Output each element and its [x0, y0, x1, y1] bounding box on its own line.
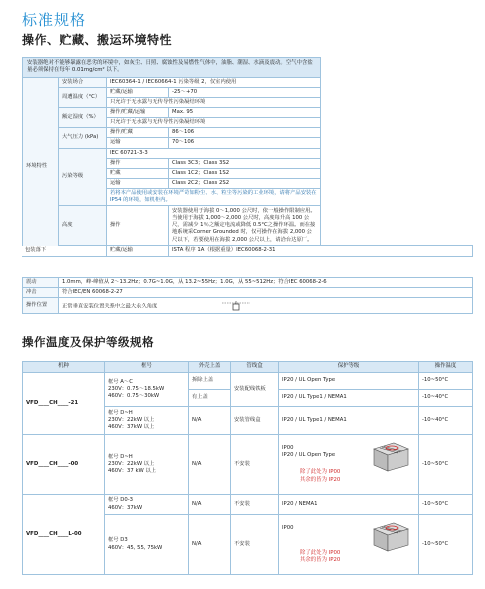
conduit-plate: 安装配线铁板 — [231, 373, 279, 407]
frame-d0-3: 框号 D0-3 460V：37kW — [105, 495, 189, 515]
conduit-none-2: 不安装 — [231, 495, 279, 515]
environment-table — [22, 57, 473, 257]
frame-d3: 框号 D3 460V：45, 55, 75kW — [105, 515, 189, 575]
shock-label: 冲击 — [23, 288, 59, 298]
humidity-sub: 操作/贮藏/运输 — [107, 108, 169, 118]
col-header-conduit: 管线盒 — [231, 362, 279, 373]
pollution-standard: IEC 60721-3-3 — [107, 148, 321, 158]
pressure-sub-2: 运输 — [107, 138, 169, 148]
temp-2: -10~40°C — [419, 390, 473, 407]
frame-d-h: 框号 D~H 230V：22kW 以上 460V：37kW 以上 — [105, 407, 189, 435]
environment-table-bottom — [22, 277, 473, 314]
temp-1: -10~50°C — [419, 373, 473, 390]
temp-5: -10~50°C — [419, 495, 473, 515]
orientation-cell — [59, 298, 473, 314]
package-drop-label: 包装落下 — [22, 246, 70, 256]
pollution-sub-3: 运输 — [107, 179, 169, 189]
pressure-value-1: 86～106 — [169, 128, 321, 138]
col-header-frame: 框号 — [105, 362, 189, 373]
orientation-label: 操作位置 — [23, 298, 59, 314]
col-header-model: 机种 — [23, 362, 105, 373]
col-header-protection: 保护等级 — [279, 362, 419, 373]
pollution-note: 若将本产品使用或安装在环境严苛如粉尘、水、粒尘等污染的工业环境，请将产品安装在IP54 的环境，如机柜内。 — [107, 189, 321, 206]
install-value: IEC60364-1 / IEC60664-1 污染等级 2，仅室内使用 — [107, 77, 321, 87]
model-00: VFD____CH____-00 — [23, 435, 105, 495]
pollution-sub-2: 贮藏 — [107, 168, 169, 178]
orientation-value: 正常垂直安装位置关系中之最大永久角度 — [62, 303, 158, 310]
section-title-protection: 操作温度及保护等级规格 — [22, 335, 154, 349]
conduit-box: 安装管线盒 — [231, 407, 279, 435]
pressure-value-2: 70～106 — [169, 138, 321, 148]
frame-d-h-2: 框号 D~H 230V：22kW 以上 460V：37 kW 以上 — [105, 435, 189, 495]
humidity-label: 额定湿度（%） — [59, 108, 107, 128]
orientation-diagram-icon — [219, 301, 253, 311]
humidity-value: Max. 95 — [169, 108, 321, 118]
temp-note: 只允许于无水露与无传导性污染凝结环境 — [107, 97, 321, 107]
vibration-label: 震动 — [23, 278, 59, 288]
temp-4: -10~50°C — [419, 435, 473, 495]
pollution-sub-1: 操作 — [107, 158, 169, 168]
altitude-sub: 操作 — [107, 206, 169, 246]
humidity-note: 只允许于无水露与无传导性污染凝结环境 — [107, 118, 321, 128]
protection-type1-2: IP20 / UL Type1 / NEMA1 — [279, 407, 419, 435]
protection-type1: IP20 / UL Type1 / NEMA1 — [279, 390, 419, 407]
temp-label: 周遭温度（°C） — [59, 87, 107, 107]
protection-table — [22, 361, 473, 575]
col-header-temp: 操作温度 — [419, 362, 473, 373]
model-21: VFD____CH____-21 — [23, 373, 105, 435]
package-drop-sub: 贮藏/运输 — [107, 246, 169, 256]
pollution-value-3: Class 2C2；Class 2S2 — [169, 179, 321, 189]
drive-top-image — [368, 439, 412, 473]
conduit-none-3: 不安装 — [231, 515, 279, 575]
altitude-value: 安装器使用于海拔 0～1,000 公尺时，依一般操作限制应用。当使用于海拔 1,000～2,000 公尺时，高度每升高 100 公尺，需减少 1％之额定电流或降低 0.5°C之操作环温。而在接地系统采Corner Grounded 时，仅可操作在海拔 2,000 公尺以下，若要使用在海拔 2,000 公尺以上，请洽台达原厂。 — [169, 206, 321, 246]
protection-nema1: IP20 / NEMA1 — [279, 495, 419, 515]
cover-na-2: N/A — [189, 435, 231, 495]
pollution-value-2: Class 1C2；Class 1S2 — [169, 168, 321, 178]
drive-top-image-2 — [368, 519, 412, 553]
temp-3: -10~40°C — [419, 407, 473, 435]
vibration-value: 1.0mm，峰-峰值从 2～13.2Hz；0.7G~1.0G，从 13.2~55Hz；1.0G，从 55~512Hz；符合IEC 60068-2-6 — [59, 278, 473, 288]
pollution-label: 污染等级 — [59, 148, 107, 206]
frame-a-c: 框号 A～C 230V：0.75～18.5kW 460V：0.75～30kW — [105, 373, 189, 407]
page-title: 标准规格 — [22, 11, 87, 29]
install-label: 安装场合 — [59, 77, 107, 87]
conduit-none-1: 不安装 — [231, 435, 279, 495]
cover-na-3: N/A — [189, 495, 231, 515]
temp-value: -25～+70 — [169, 87, 321, 97]
pollution-value-1: Class 3C3；Class 3S2 — [169, 158, 321, 168]
temp-sub: 贮藏/运输 — [107, 87, 169, 97]
pressure-label: 大气压力 (kPa) — [59, 128, 107, 148]
pressure-sub-1: 操作/贮藏 — [107, 128, 169, 138]
group-label: 环境特性 — [23, 77, 59, 256]
protection-ip00: IP00 IP20 / UL Open Type 除了此处为 IP00 其余的皆为 IP20 — [279, 435, 419, 495]
section-title-environment: 操作、贮藏、搬运环境特性 — [22, 33, 173, 47]
package-drop-value: ISTA 程序 1A（根据重量）IEC60068-2-31 — [169, 246, 473, 256]
altitude-label: 高度 — [59, 206, 107, 246]
cover-on: 有上盖 — [189, 390, 231, 407]
protection-open: IP20 / UL Open Type — [279, 373, 419, 390]
temp-6: -10~50°C — [419, 515, 473, 575]
shock-value: 符合IEC/EN 60068-2-27 — [59, 288, 473, 298]
protection-ip00-2: IP00 除了此处为 IP00 其余的皆为 IP20 — [279, 515, 419, 575]
environment-note: 安装器绝对不能够暴露在恶劣的环境中，如灰尘、日照、腐蚀性及易燃性气体中，油脂、潮湿、水滴及震动。空气中含盐量必须保持在每年 0.01mg/cm² 以下。 — [23, 58, 321, 78]
cover-na-1: N/A — [189, 407, 231, 435]
cover-na-4: N/A — [189, 515, 231, 575]
col-header-cover: 外壳上盖 — [189, 362, 231, 373]
model-l00: VFD____CH____L-00 — [23, 495, 105, 575]
cover-removed: 拆除上盖 — [189, 373, 231, 390]
